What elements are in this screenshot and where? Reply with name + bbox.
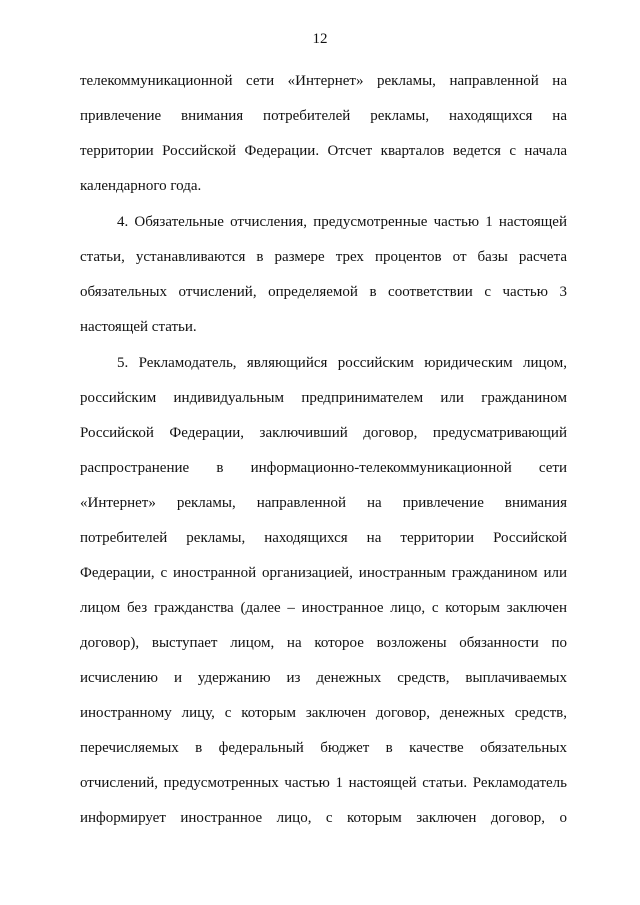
text-line: лицом без гражданства (далее – иностранное лицо, с которым заключен: [80, 600, 567, 616]
text-line: привлечение внимания потребителей рекламы, находящихся на: [80, 108, 567, 124]
text-line: настоящей статьи.: [80, 319, 197, 335]
text-line: исчислению и удержанию из денежных средств, выплачиваемых: [80, 670, 567, 686]
text-line: распространение в информационно-телекоммуникационной сети: [80, 460, 567, 476]
text-line: перечисляемых в федеральный бюджет в качестве обязательных: [80, 740, 567, 756]
text-line: календарного года.: [80, 178, 202, 194]
text-line: российским индивидуальным предпринимателем или гражданином: [80, 390, 567, 406]
text-line: Российской Федерации, заключивший договор, предусматривающий: [80, 425, 567, 441]
text-line: информирует иностранное лицо, с которым заключен договор, о: [80, 810, 567, 826]
text-line: статьи, устанавливаются в размере трех процентов от базы расчета: [80, 249, 567, 265]
text-line: территории Российской Федерации. Отсчет кварталов ведется с начала: [80, 143, 567, 159]
text-line: иностранному лицу, с которым заключен договор, денежных средств,: [80, 705, 567, 721]
text-line: телекоммуникационной сети «Интернет» рекламы, направленной на: [80, 73, 567, 89]
text-line: «Интернет» рекламы, направленной на привлечение внимания: [80, 495, 567, 511]
text-line: Федерации, с иностранной организацией, иностранным гражданином или: [80, 565, 567, 581]
text-line: потребителей рекламы, находящихся на территории Российской: [80, 530, 567, 546]
text-line: 5. Рекламодатель, являющийся российским юридическим лицом,: [117, 355, 567, 371]
text-line: обязательных отчислений, определяемой в соответствии с частью 3: [80, 284, 567, 300]
page-number: 12: [312, 31, 328, 47]
text-line: 4. Обязательные отчисления, предусмотренные частью 1 настоящей: [117, 214, 567, 230]
text-line: отчислений, предусмотренных частью 1 настоящей статьи. Рекламодатель: [80, 775, 567, 791]
text-line: договор), выступает лицом, на которое возложены обязанности по: [80, 635, 567, 651]
